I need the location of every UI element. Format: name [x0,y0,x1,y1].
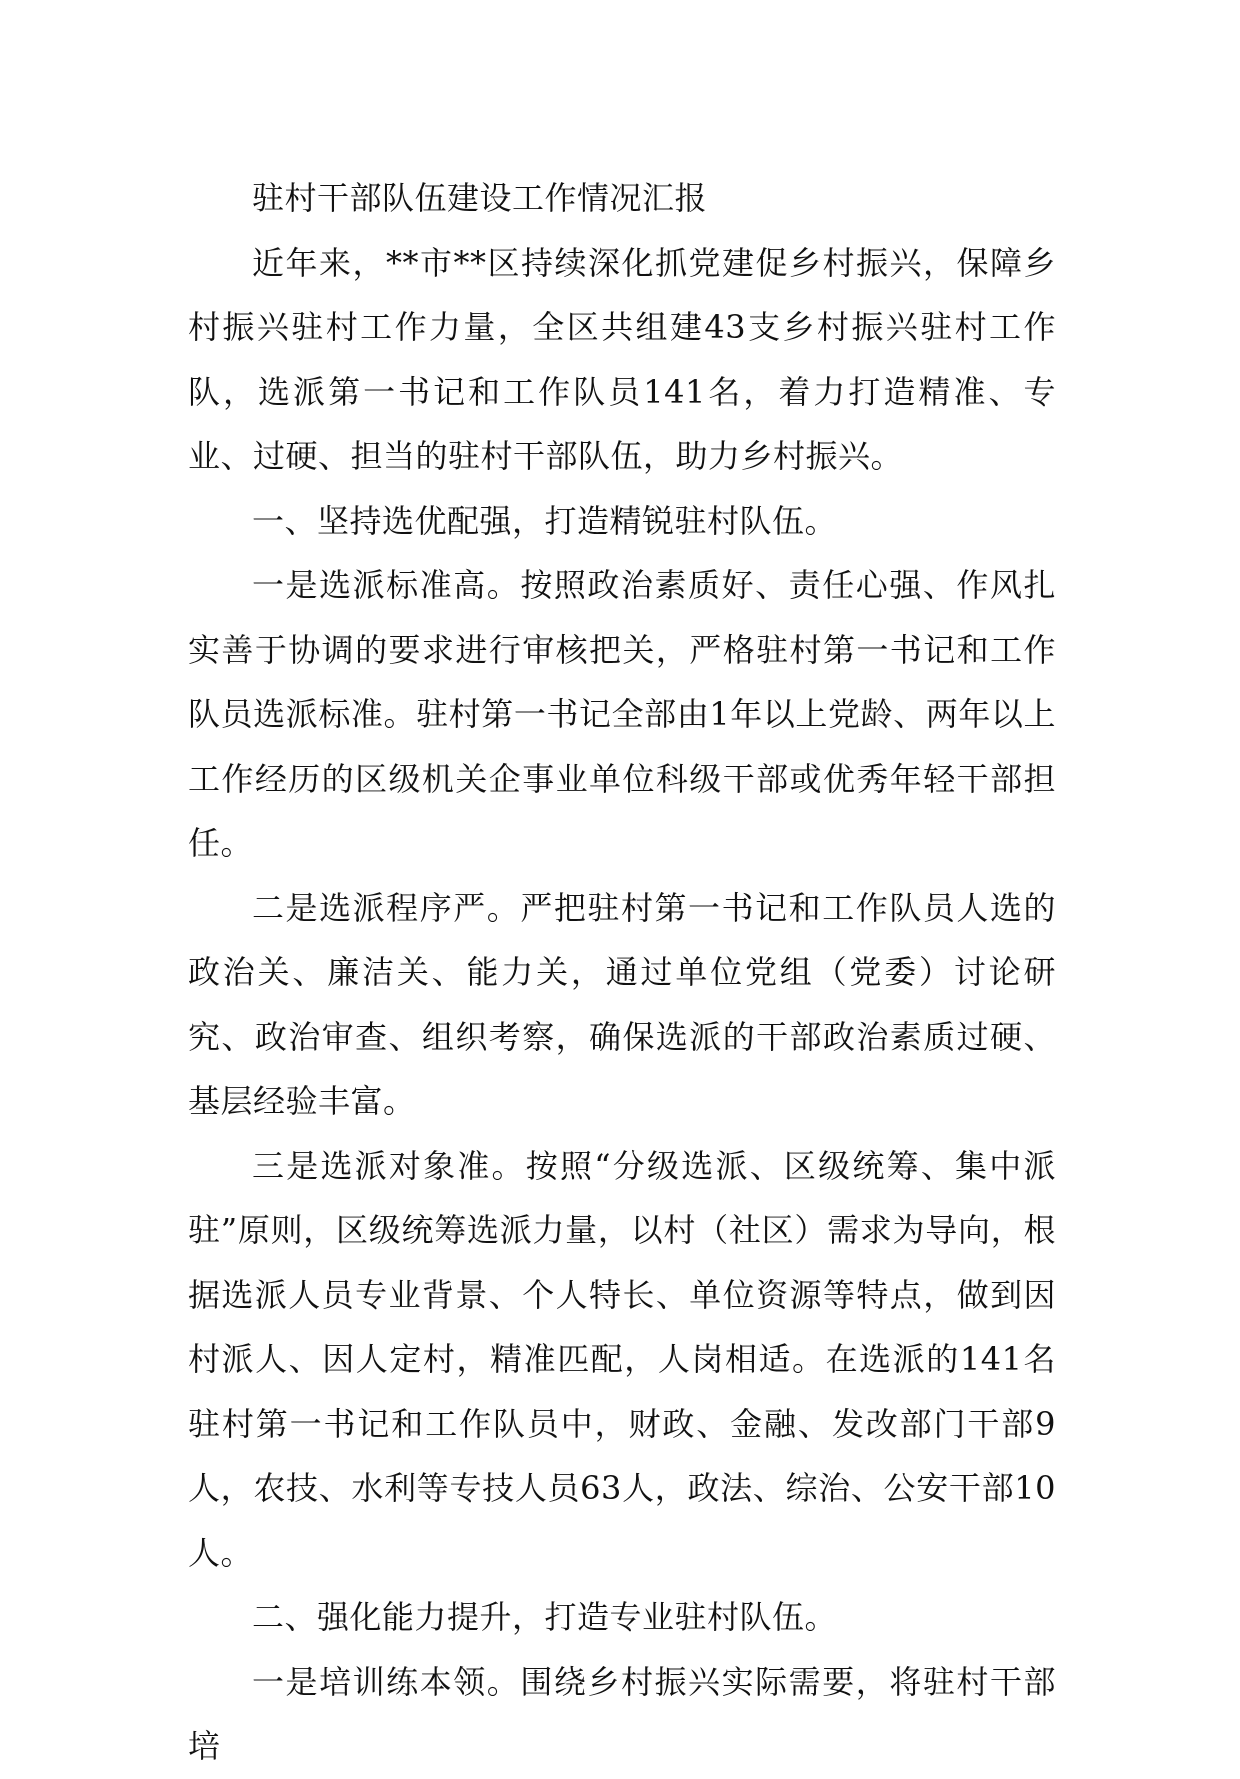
paragraph-training: 一是培训练本领。围绕乡村振兴实际需要，将驻村干部培 [188,1662,1056,1765]
document-title: 驻村干部队伍建设工作情况汇报 [252,179,708,217]
paragraph-selection-procedure: 二是选派程序严。严把驻村第一书记和工作队员人选的政治关、廉洁关、能力关，通过单位党组（党委）讨论研究、政治审查、组织考察，确保选派的干部政治素质过硬、基层经验丰富。 [188,888,1056,1120]
document-body [188,166,1056,1779]
section-heading-1: 一、坚持选优配强，打造精锐驻村队伍。 [252,501,838,540]
section-heading-2: 二、强化能力提升，打造专业驻村队伍。 [252,1598,838,1636]
paragraph-selection-standard: 一是选派标准高。按照政治素质好、责任心强、作风扎实善于协调的要求进行审核把关，严格驻村第一书记和工作队员选派标准。驻村第一书记全部由1年以上党龄、两年以上工作经历的区级机关企事业单位科级干部或优秀年轻干部担任。 [188,566,1056,862]
paragraph-selection-target: 三是选派对象准。按照“分级选派、区级统筹、集中派驻”原则，区级统筹选派力量，以村（社区）需求为导向，根据选派人员专业背景、个人特长、单位资源等特点，做到因村派人、因人定村，精准匹配，人岗相适。在选派的141名驻村第一书记和工作队员中，财政、金融、发改部门干部9人，农技、水利等专技人员63人，政法、综治、公安干部10人。 [188,1146,1056,1572]
paragraph-intro: 近年来，**市**区持续深化抓党建促乡村振兴，保障乡村振兴驻村工作力量，全区共组建43支乡村振兴驻村工作队，选派第一书记和工作队员141名，着力打造精准、专业、过硬、担当的驻村干部队伍，助力乡村振兴。 [188,243,1056,475]
